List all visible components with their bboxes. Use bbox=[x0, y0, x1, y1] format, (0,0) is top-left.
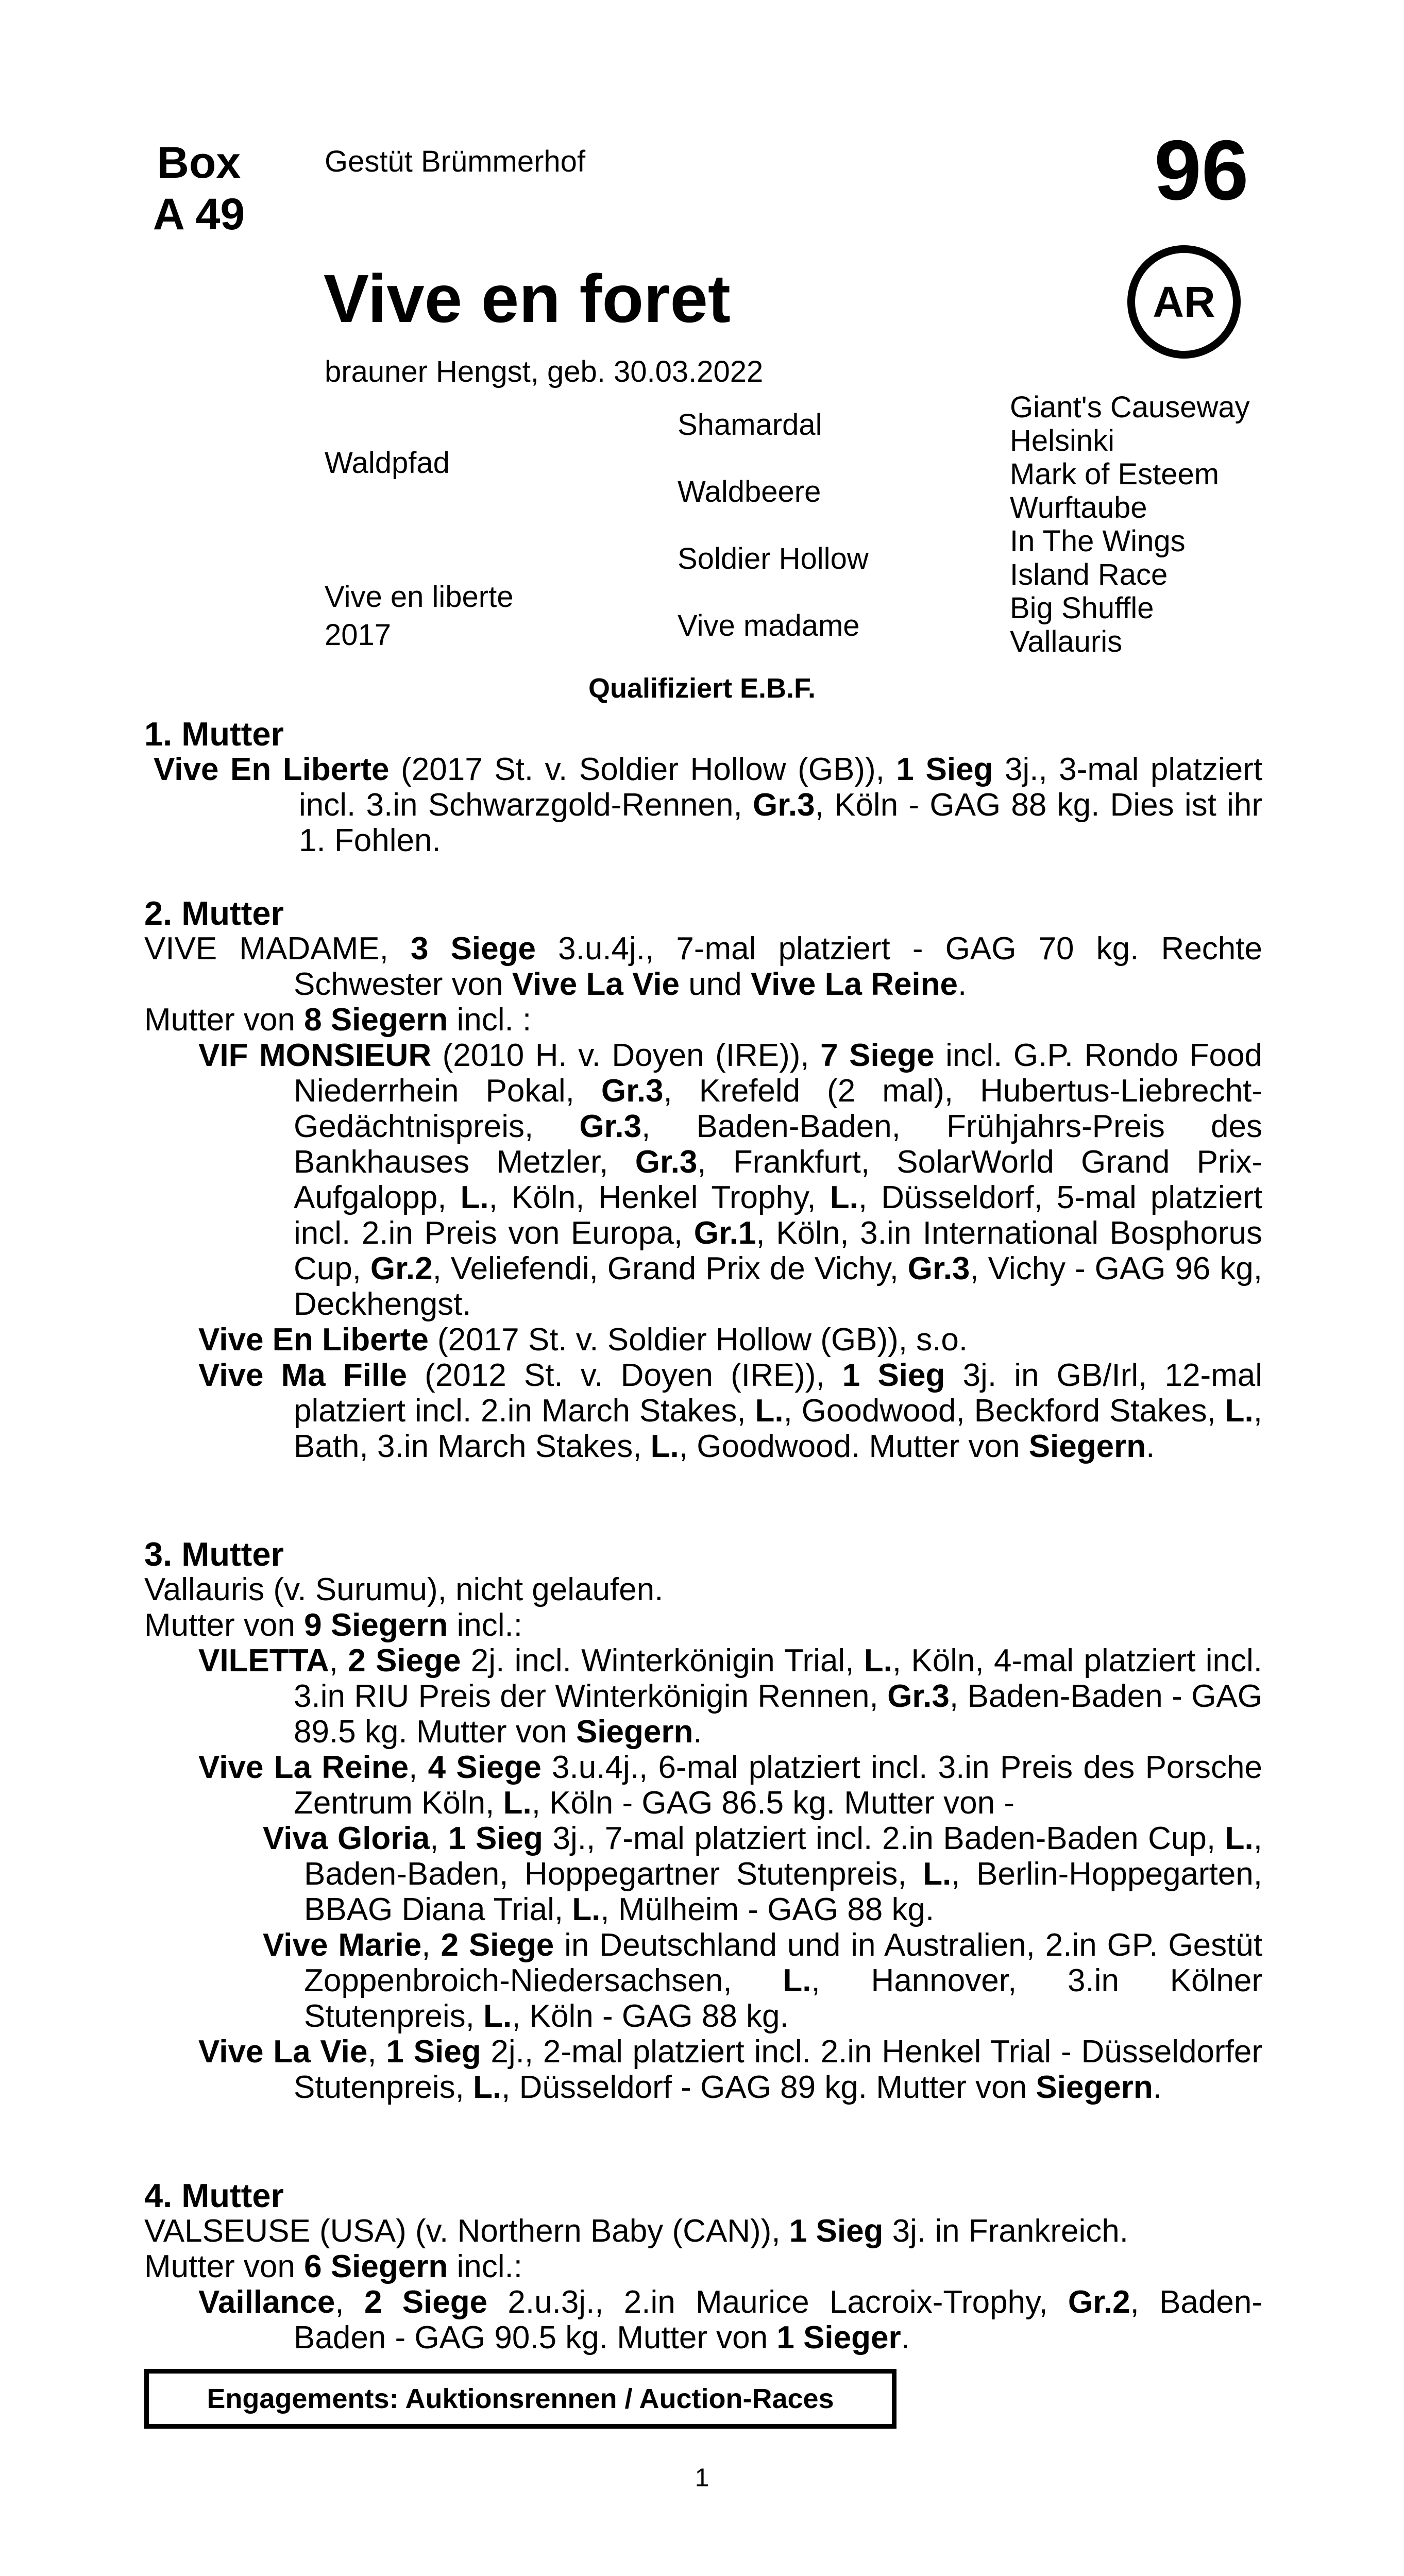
section-heading: 1. Mutter bbox=[144, 715, 284, 753]
offspring-entry: VILETTA, 2 Siege 2j. incl. Winterkönigin Trial, L., Köln, 4-mal platziert incl. 3.in RIU Preis der Winterkönigin Rennen, Gr.3, Baden-Baden - GAG 89.5 kg. Mutter von Siegern. bbox=[198, 1643, 1263, 1750]
horse-name: Vive en foret bbox=[324, 261, 731, 336]
offspring-entry: Vive Ma Fille (2012 St. v. Doyen (IRE)), 1 Sieg 3j. in GB/Irl, 12-mal platziert incl. 2.in March Stakes, L., Goodwood, Beckford Stakes, L., Bath, 3.in March Stakes, L., Goodwood. Mutter von Siegern. bbox=[198, 1358, 1263, 1464]
section-first-dam bbox=[144, 716, 1262, 858]
ar-badge-label: AR bbox=[1153, 277, 1215, 326]
section-fourth-dam bbox=[144, 2178, 1262, 2355]
section-third-dam bbox=[144, 1536, 1262, 2105]
pedigree-grandparent: Soldier Hollow bbox=[678, 542, 869, 575]
pedigree-grandparent: Shamardal bbox=[678, 408, 822, 442]
pedigree-great-grandparent: Big Shuffle bbox=[1010, 591, 1154, 625]
pedigree-great-grandparent: Giant's Causeway bbox=[1010, 391, 1250, 424]
dam-entry: VALSEUSE (USA) (v. Northern Baby (CAN)), 1 Sieg 3j. in Frankreich. bbox=[144, 2213, 1128, 2249]
pedigree-dam-year: 2017 bbox=[325, 618, 392, 652]
pedigree-grandparent: Vive madame bbox=[678, 609, 860, 642]
offspring-entry: Vaillance, 2 Siege 2.u.3j., 2.in Maurice Lacroix-Trophy, Gr.2, Baden-Baden - GAG 90.5 kg. Mutter von 1 Sieger. bbox=[198, 2284, 1262, 2355]
dam-entry: Vallauris (v. Surumu), nicht gelaufen. bbox=[144, 1572, 664, 1607]
pedigree-great-grandparent: Island Race bbox=[1010, 558, 1168, 591]
offspring-entry: Vive En Liberte (2017 St. v. Soldier Hollow (GB)), s.o. bbox=[198, 1322, 968, 1358]
grand-offspring-entry: Vive Marie, 2 Siege in Deutschland und in Australien, 2.in GP. Gestüt Zoppenbroich-Niedersachsen, L., Hannover, 3.in Kölner Stutenpreis, L., Köln - GAG 88 kg. bbox=[263, 1927, 1263, 2034]
pedigree-great-grandparent: In The Wings bbox=[1010, 524, 1186, 558]
box-line1: Box bbox=[157, 138, 241, 188]
section-heading: 2. Mutter bbox=[144, 894, 284, 932]
offspring-summary: Mutter von 8 Siegern incl. : bbox=[144, 1002, 532, 1038]
offspring-entry: Vive La Vie, 1 Sieg 2j., 2-mal platziert incl. 2.in Henkel Trial - Düsseldorfer Stutenpreis, L., Düsseldorf - GAG 89 kg. Mutter von Siegern. bbox=[198, 2034, 1263, 2105]
pedigree-great-grandparent: Helsinki bbox=[1010, 424, 1115, 457]
pedigree-dam: Vive en liberte bbox=[325, 580, 514, 614]
offspring-entry: VIF MONSIEUR (2010 H. v. Doyen (IRE)), 7 Siege incl. G.P. Rondo Food Niederrhein Pokal, Gr.3, Krefeld (2 mal), Hubertus-Liebrecht-Gedächtnispreis, Gr.3, Baden-Baden, Frühjahrs-Preis des Bankhauses Metzler, Gr.3, Frankfurt, SolarWorld Grand Prix-Aufgalopp, L., Köln, Henkel Trophy, L., Düsseldorf, 5-mal platziert incl. 2.in Preis von Europa, Gr.1, Köln, 3.in International Bosphorus Cup, Gr.2, Veliefendi, Grand Prix de Vichy, Gr.3, Vichy - GAG 96 kg, Deckhengst. bbox=[198, 1038, 1263, 1322]
engagements-label: Engagements: Auktionsrennen / Auction-Races bbox=[207, 2383, 834, 2414]
box-number: A 49 bbox=[153, 190, 245, 239]
section-heading: 3. Mutter bbox=[144, 1535, 284, 1573]
breeder-name: Gestüt Brümmerhof bbox=[325, 145, 586, 178]
offspring-summary: Mutter von 9 Siegern incl.: bbox=[144, 1607, 522, 1643]
pedigree-great-grandparent: Vallauris bbox=[1010, 625, 1123, 658]
pedigree-sire: Waldpfad bbox=[325, 446, 450, 480]
offspring-entry: Vive La Reine, 4 Siege 3.u.4j., 6-mal platziert incl. 3.in Preis des Porsche Zentrum Köln, L., Köln - GAG 86.5 kg. Mutter von - bbox=[198, 1750, 1263, 1821]
lot-number: 96 bbox=[1154, 123, 1249, 217]
pedigree-great-grandparent: Mark of Esteem bbox=[1010, 457, 1220, 491]
section-second-dam bbox=[144, 895, 1262, 1464]
page-number: 1 bbox=[695, 2463, 709, 2492]
section-heading: 4. Mutter bbox=[144, 2177, 284, 2214]
ar-badge bbox=[1127, 245, 1241, 359]
pedigree-grandparent: Waldbeere bbox=[678, 475, 821, 509]
box-label bbox=[142, 137, 256, 240]
pedigree-great-grandparent: Wurftaube bbox=[1010, 491, 1147, 524]
offspring-summary: Mutter von 6 Siegern incl.: bbox=[144, 2249, 522, 2284]
horse-subtitle: brauner Hengst, geb. 30.03.2022 bbox=[325, 355, 764, 388]
dam-entry: Vive En Liberte (2017 St. v. Soldier Hollow (GB)), 1 Sieg 3j., 3-mal platziert incl. 3.in Schwarzgold-Rennen, Gr.3, Köln - GAG 88 kg. Dies ist ihr 1. Fohlen. bbox=[154, 752, 1262, 858]
dam-entry: VIVE MADAME, 3 Siege 3.u.4j., 7-mal platziert - GAG 70 kg. Rechte Schwester von Vive La Vie und Vive La Reine. bbox=[144, 931, 1262, 1002]
qualification-note: Qualifiziert E.B.F. bbox=[588, 673, 816, 704]
grand-offspring-entry: Viva Gloria, 1 Sieg 3j., 7-mal platziert incl. 2.in Baden-Baden Cup, L., Baden-Baden, Hoppegartner Stutenpreis, L., Berlin-Hoppegarten, BBAG Diana Trial, L., Mülheim - GAG 88 kg. bbox=[263, 1821, 1263, 1927]
engagements-box bbox=[144, 2369, 896, 2429]
